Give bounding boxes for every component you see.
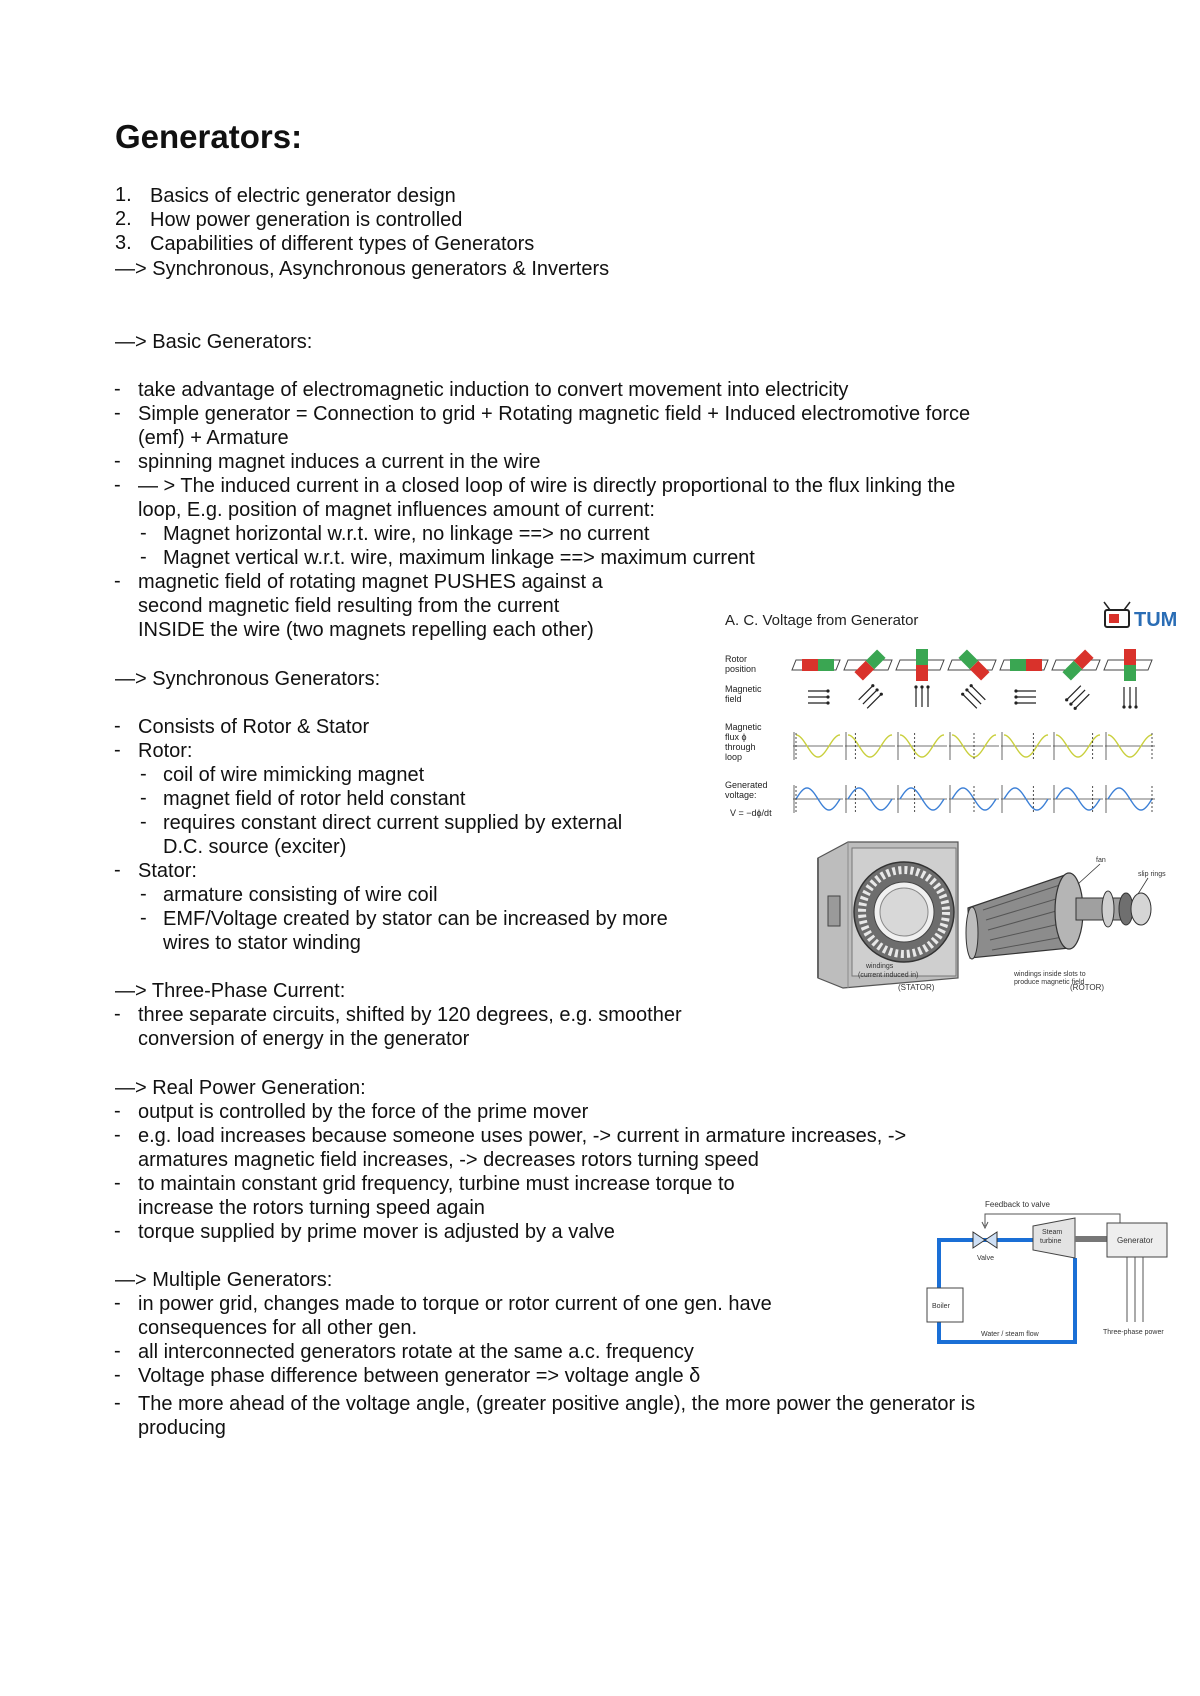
rotor-image bbox=[966, 873, 1151, 959]
bullet-dash: - bbox=[114, 1172, 121, 1194]
stator-winding-label: windings bbox=[866, 963, 894, 970]
bullet-dash: - bbox=[140, 763, 147, 785]
field-arrow-head bbox=[970, 684, 973, 687]
bullet-dash: - bbox=[140, 522, 147, 544]
fig-ac-row-label: voltage: bbox=[725, 790, 757, 800]
fig-ac-title: A. C. Voltage from Generator bbox=[725, 612, 919, 629]
bullet-dash: - bbox=[114, 450, 121, 472]
field-arrow-head bbox=[1074, 707, 1077, 710]
section-heading-sync: —> Synchronous Generators: bbox=[115, 668, 381, 690]
feedback-label: Feedback to valve bbox=[985, 1200, 1050, 1209]
rotor-magnet bbox=[916, 649, 928, 681]
magnet-north bbox=[916, 665, 928, 681]
fig-ac-row-label: V = −dϕ/dt bbox=[730, 808, 772, 818]
bullet-dash: - bbox=[114, 378, 121, 400]
fan-label: fan bbox=[1096, 857, 1106, 864]
fig-ac-row-label: field bbox=[725, 694, 742, 704]
rotor-magnet bbox=[1062, 649, 1093, 680]
tum-logo: TUM bbox=[1134, 609, 1178, 631]
sub-bullet-text: coil of wire mimicking magnet bbox=[163, 764, 425, 786]
bullet-text: — > The induced current in a closed loop of wire is directly proportional to the flux linking the bbox=[138, 475, 956, 497]
valve-label: Valve bbox=[977, 1255, 994, 1262]
magnet-south bbox=[1010, 659, 1026, 671]
magnet-north bbox=[802, 659, 818, 671]
boiler-label: Boiler bbox=[932, 1303, 950, 1310]
bullet-text: all interconnected generators rotate at the same a.c. frequency bbox=[138, 1341, 694, 1363]
field-arrow-head bbox=[1014, 701, 1017, 704]
field-arrow-head bbox=[875, 688, 878, 691]
bullet-dash: - bbox=[114, 1124, 121, 1146]
field-arrow bbox=[867, 694, 881, 708]
field-arrow-head bbox=[961, 693, 964, 696]
sub-bullet-text: Magnet horizontal w.r.t. wire, no linkage ==> no current bbox=[163, 523, 650, 545]
intro-item: How power generation is controlled bbox=[150, 209, 463, 231]
bullet-text: spinning magnet induces a current in the wire bbox=[138, 451, 541, 473]
field-arrow-head bbox=[1014, 689, 1017, 692]
ac-panels bbox=[792, 649, 1155, 813]
bullet-text: Simple generator = Connection to grid + Rotating magnetic field + Induced electromotive force bbox=[138, 403, 971, 425]
field-arrow-head bbox=[914, 685, 917, 688]
intro-arrow-line: —> Synchronous, Asynchronous generators & Inverters bbox=[115, 258, 610, 280]
list-number-1: 1. bbox=[115, 184, 132, 206]
bullet-text: torque supplied by prime mover is adjusted by a valve bbox=[138, 1221, 615, 1243]
sub-bullet-text: wires to stator winding bbox=[163, 932, 361, 954]
section-heading-three-phase: —> Three-Phase Current: bbox=[115, 980, 346, 1002]
bullet-text: consequences for all other gen. bbox=[138, 1317, 418, 1339]
bullet-text: Voltage phase difference between generator => voltage angle δ bbox=[138, 1365, 701, 1387]
field-arrow-head bbox=[1014, 695, 1017, 698]
field-arrow bbox=[967, 690, 981, 704]
bullet-text: output is controlled by the force of the prime mover bbox=[138, 1101, 589, 1123]
stator-winding-label: (current induced in) bbox=[858, 972, 919, 979]
field-arrow-head bbox=[920, 685, 923, 688]
rotor-magnet bbox=[1124, 649, 1136, 681]
bullet-text: Rotor: bbox=[138, 740, 193, 762]
list-number-2: 2. bbox=[115, 208, 132, 230]
magnet-south bbox=[818, 659, 834, 671]
magnet-north bbox=[1026, 659, 1042, 671]
fig-ac-row-label: Magnetic bbox=[725, 722, 762, 732]
bullet-text: INSIDE the wire (two magnets repelling each other) bbox=[138, 619, 594, 641]
stator-rotor-figure bbox=[808, 838, 1188, 996]
sub-bullet-text: magnet field of rotor held constant bbox=[163, 788, 466, 810]
field-arrow-head bbox=[880, 693, 883, 696]
field-arrow bbox=[1067, 686, 1081, 700]
bullet-text: armatures magnetic field increases, -> decreases rotors turning speed bbox=[138, 1149, 759, 1171]
list-number-3: 3. bbox=[115, 232, 132, 254]
bullet-dash: - bbox=[114, 1364, 121, 1386]
bullet-text: loop, E.g. position of magnet influences amount of current: bbox=[138, 499, 655, 521]
field-arrow bbox=[963, 694, 977, 708]
bullet-text: Consists of Rotor & Stator bbox=[138, 716, 370, 738]
bullet-text: e.g. load increases because someone uses power, -> current in armature increases, -> bbox=[138, 1125, 907, 1147]
field-arrow bbox=[1075, 694, 1089, 708]
bullet-dash: - bbox=[114, 1392, 121, 1414]
intro-item: Capabilities of different types of Generators bbox=[150, 233, 535, 255]
rotor-label: (ROTOR) bbox=[1070, 983, 1105, 992]
bullet-text: magnetic field of rotating magnet PUSHES against a bbox=[138, 571, 603, 593]
sub-bullet-text: Magnet vertical w.r.t. wire, maximum linkage ==> maximum current bbox=[163, 547, 755, 569]
three-phase-label: Three-phase power bbox=[1103, 1329, 1164, 1336]
field-arrow-head bbox=[1128, 705, 1131, 708]
bullet-text: The more ahead of the voltage angle, (greater positive angle), the more power the generator is bbox=[138, 1393, 976, 1415]
valve-icon bbox=[973, 1232, 997, 1248]
bullet-text: to maintain constant grid frequency, turbine must increase torque to bbox=[138, 1173, 735, 1195]
bullet-text: take advantage of electromagnetic induction to convert movement into electricity bbox=[138, 379, 849, 401]
bullet-dash: - bbox=[114, 715, 121, 737]
bullet-dash: - bbox=[114, 570, 121, 592]
field-arrow-head bbox=[826, 689, 829, 692]
rotor-magnet bbox=[1010, 659, 1042, 671]
field-arrow bbox=[1071, 690, 1085, 704]
rotor-magnet bbox=[802, 659, 834, 671]
bullet-dash: - bbox=[114, 859, 121, 881]
slip-rings-label: slip rings bbox=[1138, 871, 1166, 878]
bullet-dash: - bbox=[114, 1003, 121, 1025]
bullet-text: increase the rotors turning speed again bbox=[138, 1197, 485, 1219]
ac-voltage-figure bbox=[720, 596, 1185, 836]
bullet-text: in power grid, changes made to torque or rotor current of one gen. have bbox=[138, 1293, 772, 1315]
bullet-text: second magnetic field resulting from the current bbox=[138, 595, 560, 617]
bullet-dash: - bbox=[114, 739, 121, 761]
rotor-note-label: produce magnetic field bbox=[1014, 979, 1085, 986]
bullet-dash: - bbox=[140, 811, 147, 833]
bullet-dash: - bbox=[114, 402, 121, 424]
turbine-loop-figure bbox=[925, 1196, 1193, 1348]
bullet-text: (emf) + Armature bbox=[138, 427, 289, 449]
turbine-label: turbine bbox=[1040, 1238, 1062, 1245]
field-arrow bbox=[971, 686, 985, 700]
field-arrow-head bbox=[871, 684, 874, 687]
fig-ac-row-label: position bbox=[725, 664, 757, 674]
tv-icon bbox=[1104, 602, 1130, 627]
bullet-dash: - bbox=[140, 907, 147, 929]
magnet-south bbox=[1124, 665, 1136, 681]
field-arrow bbox=[859, 686, 873, 700]
fig-ac-row-label: through bbox=[725, 742, 756, 752]
field-arrow-head bbox=[1069, 702, 1072, 705]
field-arrow-head bbox=[1065, 698, 1068, 701]
bullet-dash: - bbox=[114, 1292, 121, 1314]
bullet-text: conversion of energy in the generator bbox=[138, 1028, 470, 1050]
field-arrow-head bbox=[826, 701, 829, 704]
fig-ac-row-label: Generated bbox=[725, 780, 768, 790]
bullet-dash: - bbox=[114, 1220, 121, 1242]
bullet-dash: - bbox=[114, 1100, 121, 1122]
fig-ac-row-label: Magnetic bbox=[725, 684, 762, 694]
bullet-dash: - bbox=[114, 1340, 121, 1362]
field-arrow-head bbox=[1134, 705, 1137, 708]
section-heading-multiple: —> Multiple Generators: bbox=[115, 1269, 333, 1291]
bullet-text: Stator: bbox=[138, 860, 197, 882]
bullet-dash: - bbox=[114, 474, 121, 496]
bullet-dash: - bbox=[140, 546, 147, 568]
sub-bullet-text: EMF/Voltage created by stator can be increased by more bbox=[163, 908, 668, 930]
bullet-text: three separate circuits, shifted by 120 degrees, e.g. smoother bbox=[138, 1004, 682, 1026]
section-heading-basic: —> Basic Generators: bbox=[115, 331, 313, 353]
intro-item: Basics of electric generator design bbox=[150, 185, 456, 207]
page-title: Generators: bbox=[115, 118, 303, 155]
rotor-magnet bbox=[854, 649, 885, 680]
generator-label: Generator bbox=[1117, 1236, 1154, 1245]
section-heading-real-power: —> Real Power Generation: bbox=[115, 1077, 366, 1099]
stator-label: (STATOR) bbox=[898, 983, 935, 992]
flow-label: Water / steam flow bbox=[981, 1331, 1039, 1338]
turbine-label: Steam bbox=[1042, 1229, 1063, 1236]
bullet-dash: - bbox=[140, 787, 147, 809]
sub-bullet-text: D.C. source (exciter) bbox=[163, 836, 347, 858]
bullet-text: producing bbox=[138, 1417, 226, 1439]
rotor-magnet bbox=[958, 649, 989, 680]
field-arrow-head bbox=[965, 688, 968, 691]
magnet-south bbox=[916, 649, 928, 665]
sub-bullet-text: requires constant direct current supplied by external bbox=[163, 812, 623, 834]
fig-ac-row-label: flux ϕ bbox=[725, 732, 747, 742]
sub-bullet-text: armature consisting of wire coil bbox=[163, 884, 438, 906]
fig-ac-row-label: loop bbox=[725, 752, 743, 762]
field-arrow-head bbox=[1122, 705, 1125, 708]
fig-ac-row-label: Rotor bbox=[725, 654, 748, 664]
field-arrow-head bbox=[826, 695, 829, 698]
field-arrow-head bbox=[926, 685, 929, 688]
field-arrow bbox=[863, 690, 877, 704]
magnet-north bbox=[1124, 649, 1136, 665]
rotor-note-label: windings inside slots to bbox=[1014, 971, 1086, 978]
bullet-dash: - bbox=[140, 883, 147, 905]
